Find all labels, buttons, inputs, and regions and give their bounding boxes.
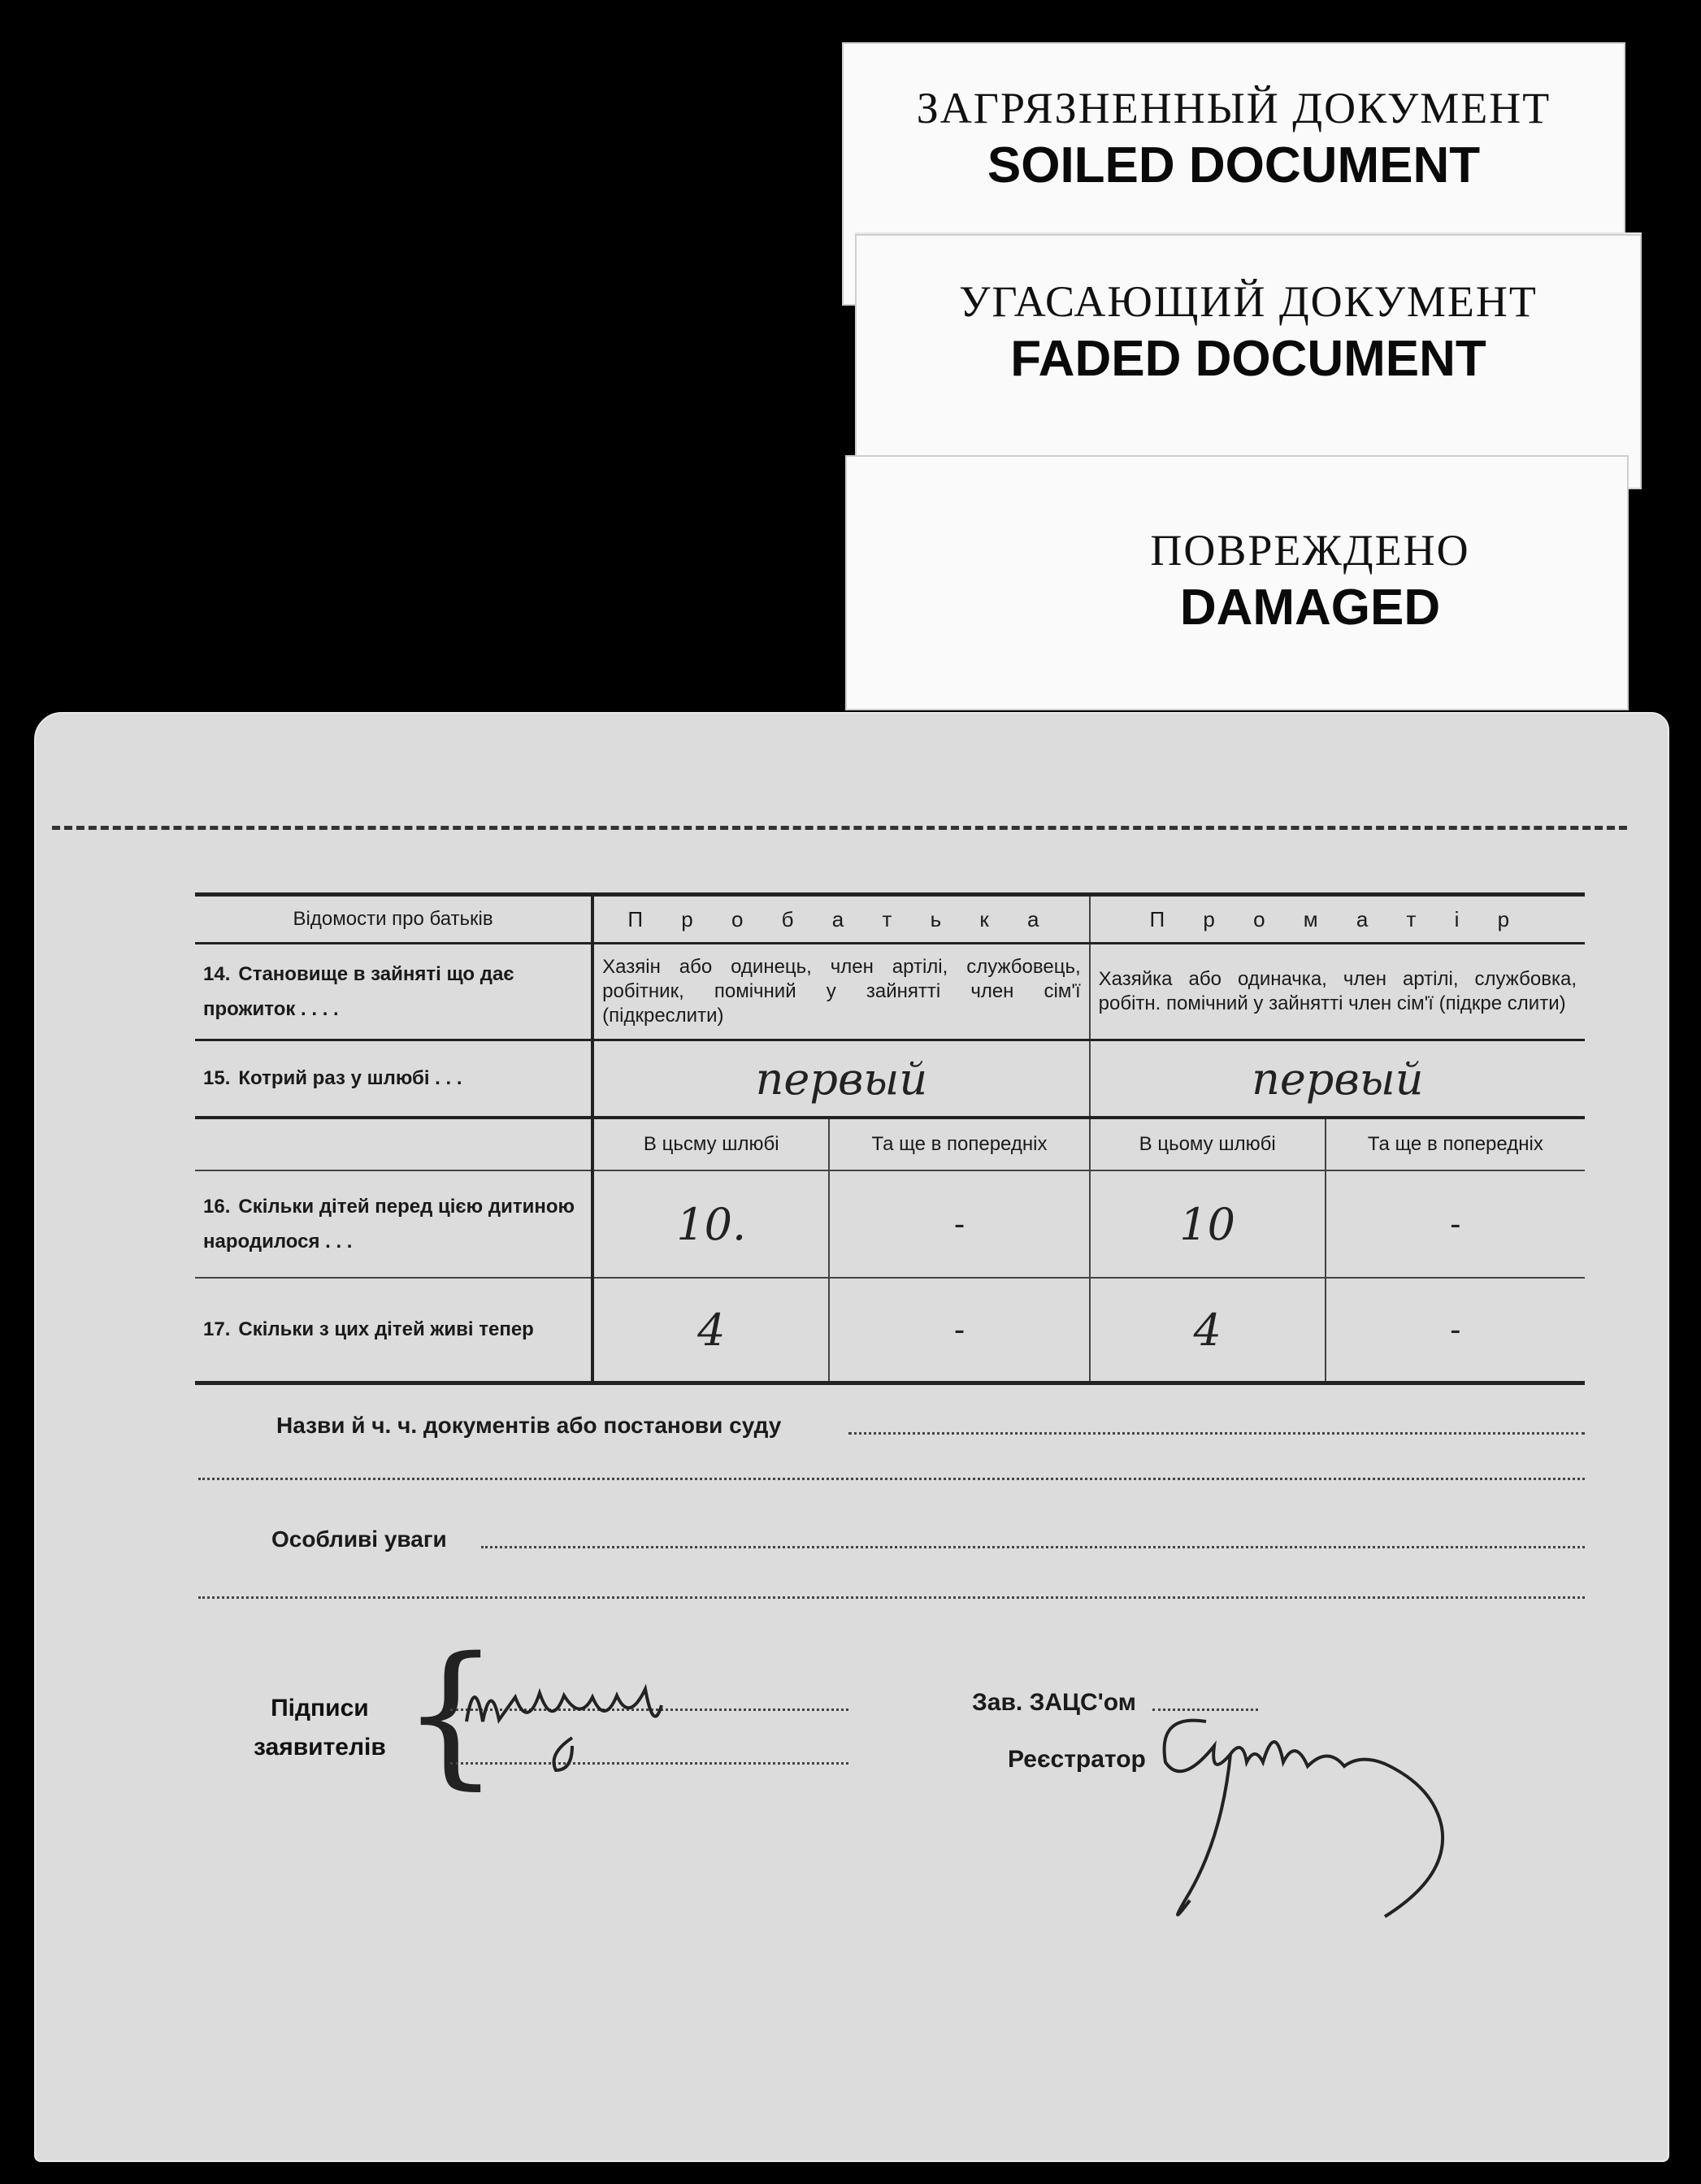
question-text: Котрий раз у шлюбі . . . xyxy=(238,1067,462,1090)
header-about-father: П р о б а т ь к а xyxy=(592,895,1089,944)
mother-occupation-options: Хазяйка або одиначка, член артілі, службовка, робітн. помічний у зайнятті член сім'ї (підкре слити) xyxy=(1090,944,1585,1040)
soiled-label-ru: ЗАГРЯЗНЕННЫЙ ДОКУМЕНТ xyxy=(916,84,1551,132)
question-number: 14. xyxy=(203,962,231,985)
table-row xyxy=(195,944,1585,1040)
father-living-prev: - xyxy=(829,1278,1089,1383)
question-17 xyxy=(195,1278,592,1383)
question-number: 15. xyxy=(203,1067,231,1090)
subheader-father-prev: Та ще в попередніх xyxy=(829,1118,1089,1170)
notes-label: Особливі уваги xyxy=(271,1526,447,1552)
table-row xyxy=(195,1170,1585,1278)
notes-dotted-line-2 xyxy=(198,1596,1585,1599)
faded-label-ru: УГАСАЮЩИЙ ДОКУМЕНТ xyxy=(959,277,1538,326)
header-parents-info: Відомости про батьків xyxy=(195,895,592,944)
question-15 xyxy=(195,1040,592,1118)
registrar-signature-scribble xyxy=(1141,1689,1564,1982)
zags-head-label: Зав. ЗАЦС'ом xyxy=(972,1689,1136,1716)
damaged-document-label xyxy=(845,455,1629,710)
registrar-label: Реєстратор xyxy=(1008,1746,1146,1773)
signatures-label-line1: Підписи xyxy=(271,1695,369,1722)
question-16 xyxy=(195,1170,592,1278)
mother-children-prev: - xyxy=(1326,1170,1585,1278)
subheader-mother-this: В цьому шлюбі xyxy=(1090,1118,1326,1170)
soiled-label-en: SOILED DOCUMENT xyxy=(987,137,1481,193)
mother-living-this: 4 xyxy=(1090,1278,1326,1383)
registration-form-sheet xyxy=(34,712,1669,2162)
question-14 xyxy=(195,944,592,1040)
faded-label-en: FADED DOCUMENT xyxy=(1010,331,1486,387)
documents-label: Назви й ч. ч. документів або постанови суду xyxy=(276,1413,782,1438)
damaged-label-ru: ПОВРЕЖДЕНО xyxy=(1150,526,1470,575)
damaged-label-en: DAMAGED xyxy=(1179,580,1441,636)
father-children-this: 10. xyxy=(592,1170,829,1278)
father-occupation-options: Хазяін або одинець, член артілі, службовець, робітник, помічний у зайнятті член сім'ї (підкреслити) xyxy=(592,944,1089,1040)
question-number: 17. xyxy=(203,1318,231,1341)
question-text: Скільки дітей перед цією дитиною народилося . . . xyxy=(203,1195,575,1253)
table-subheader-row xyxy=(195,1118,1585,1170)
table-header-row xyxy=(195,895,1585,944)
notes-dotted-line xyxy=(481,1546,1585,1548)
signatures-label-line2: заявителів xyxy=(254,1734,386,1761)
mother-children-this: 10 xyxy=(1090,1170,1326,1278)
father-children-prev: - xyxy=(829,1170,1089,1278)
mother-marriage-count: первый xyxy=(1090,1040,1585,1118)
question-number: 16. xyxy=(203,1195,231,1218)
applicant-signature-scribble xyxy=(450,1656,743,1795)
question-text: Скільки з цих дітей живі тепер xyxy=(238,1318,534,1341)
header-about-mother: П р о м а т і р xyxy=(1090,895,1585,944)
signature-brace: { xyxy=(401,1624,500,1804)
table-row xyxy=(195,1278,1585,1383)
subheader-spacer xyxy=(195,1118,592,1170)
subheader-mother-prev: Та ще в попередніх xyxy=(1326,1118,1585,1170)
applicant-signatures-label xyxy=(254,1689,386,1767)
parents-info-table xyxy=(195,892,1585,1385)
subheader-father-this: В цьсму шлюбі xyxy=(592,1118,829,1170)
faded-document-label xyxy=(855,234,1642,489)
table-row xyxy=(195,1040,1585,1118)
perforation-line xyxy=(52,826,1627,830)
question-text: Становище в зайняті що дає прожиток . . . . xyxy=(203,962,514,1020)
father-living-this: 4 xyxy=(592,1278,829,1383)
documents-dotted-line-2 xyxy=(198,1478,1585,1480)
mother-living-prev: - xyxy=(1326,1278,1585,1383)
father-marriage-count: первый xyxy=(592,1040,1089,1118)
documents-dotted-line xyxy=(848,1432,1585,1435)
